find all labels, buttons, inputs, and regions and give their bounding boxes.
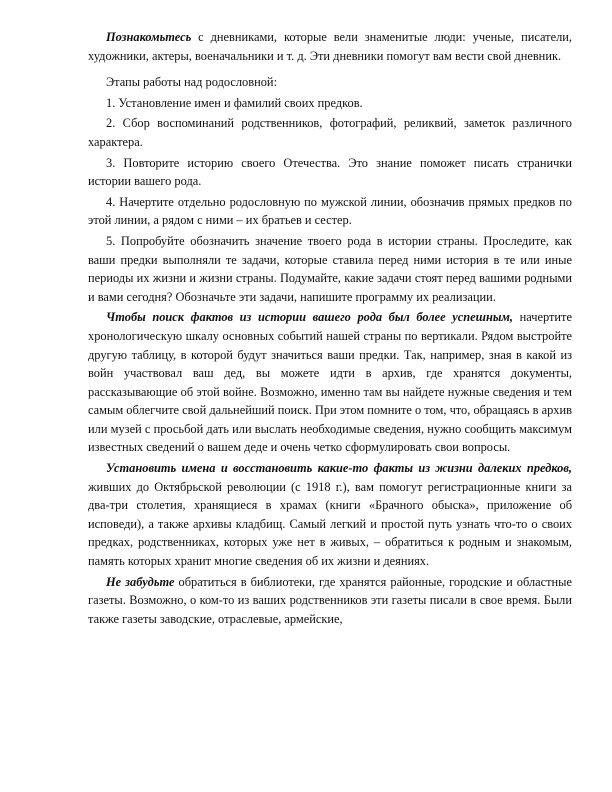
stage-item-5 bbox=[88, 232, 572, 306]
paragraph-text: Этапы работы над родословной: bbox=[106, 75, 278, 90]
paragraph-text: 3. Повторите историю своего Отечества. Это знание поможет писать странички истории вашего рода. bbox=[88, 155, 572, 189]
paragraph-ancestors bbox=[88, 459, 572, 571]
stage-item-2 bbox=[88, 114, 572, 151]
paragraph-text: с дневниками, которые вели знаменитые люди: ученые, писатели, художники, актеры, военачальники и т. д. Эти дневники помогут вам вести свой дневник. bbox=[88, 30, 572, 63]
stages-heading bbox=[88, 73, 572, 92]
paragraph-lead: Познакомьтесь bbox=[106, 30, 192, 44]
paragraph-text: 1. Установление имен и фамилий своих предков. bbox=[106, 95, 363, 110]
paragraph-text: 2. Сбор воспоминаний родственников, фотографий, реликвий, заметок различного характера. bbox=[88, 116, 572, 149]
paragraph-libraries bbox=[88, 573, 572, 629]
paragraph-text: начертите хронологическую шкалу основных событий нашей страны по вертикали. Рядом выстройте другую таблицу, в которой будут значиться ваши предки. Так, например, зная в какой из войн участвовал ваш дед, вы можете идти в архив, где хранятся документы, рассказывающие об этой войне. Возможно, именно там вы найдете нужные сведения и тем самым облегчите свой дальнейший поиск. При этом помните о том, что, обращаясь в архив или музей с просьбой дать или выслать необходимые сведения, нужно сообщить максимум известных сведений о вашем деде и очень четко сформулировать свои вопросы. bbox=[88, 310, 572, 455]
paragraph-search-facts bbox=[88, 308, 572, 457]
paragraph-text: обратиться в библиотеки, где хранятся районные, городские и областные газеты. Возможно, о ком-то из ваших родственников эти газеты писали в свое время. Были также газеты заводские, отраслевые, армейские, bbox=[88, 574, 572, 626]
paragraph-diaries bbox=[88, 28, 572, 65]
paragraph-text: 5. Попробуйте обозначить значение твоего рода в истории страны. Проследите, как ваши предки выполняли те задачи, которые ставила перед ними история в те или иные периоды их жизни и жизни страны. Подумайте, какие задачи стоят перед вашими родными и вами сегодня? Обозначьте эти задачи, напишите программу их реализации. bbox=[88, 233, 572, 304]
paragraph-lead: Не забудьте bbox=[106, 574, 175, 589]
paragraph-lead: Чтобы поиск фактов из истории вашего рода был более успешным, bbox=[106, 310, 514, 325]
paragraph-lead: Установить имена и восстановить какие-то факты из жизни далеких предков, bbox=[106, 461, 572, 476]
stage-item-4 bbox=[88, 193, 572, 230]
stage-item-1 bbox=[88, 94, 572, 113]
paragraph-text: живших до Октябрьской революции (с 1918 г.), вам помогут регистрационные книги за два-три столетия, хранящиеся в храмах (книги «Брачного обыска», приложение об исповеди), а также архивы кладбищ. Самый легкий и простой путь узнать что-то о своих предках, родственниках, которых уже нет в живых, – обратиться к родным и знакомым, память которых хранит многие сведения об их жизни и деяниях. bbox=[88, 479, 572, 569]
stage-item-3 bbox=[88, 154, 572, 191]
paragraph-text: 4. Начертите отдельно родословную по мужской линии, обозначив прямых предков по этой линии, а рядом с ними – их братьев и сестер. bbox=[88, 194, 572, 228]
